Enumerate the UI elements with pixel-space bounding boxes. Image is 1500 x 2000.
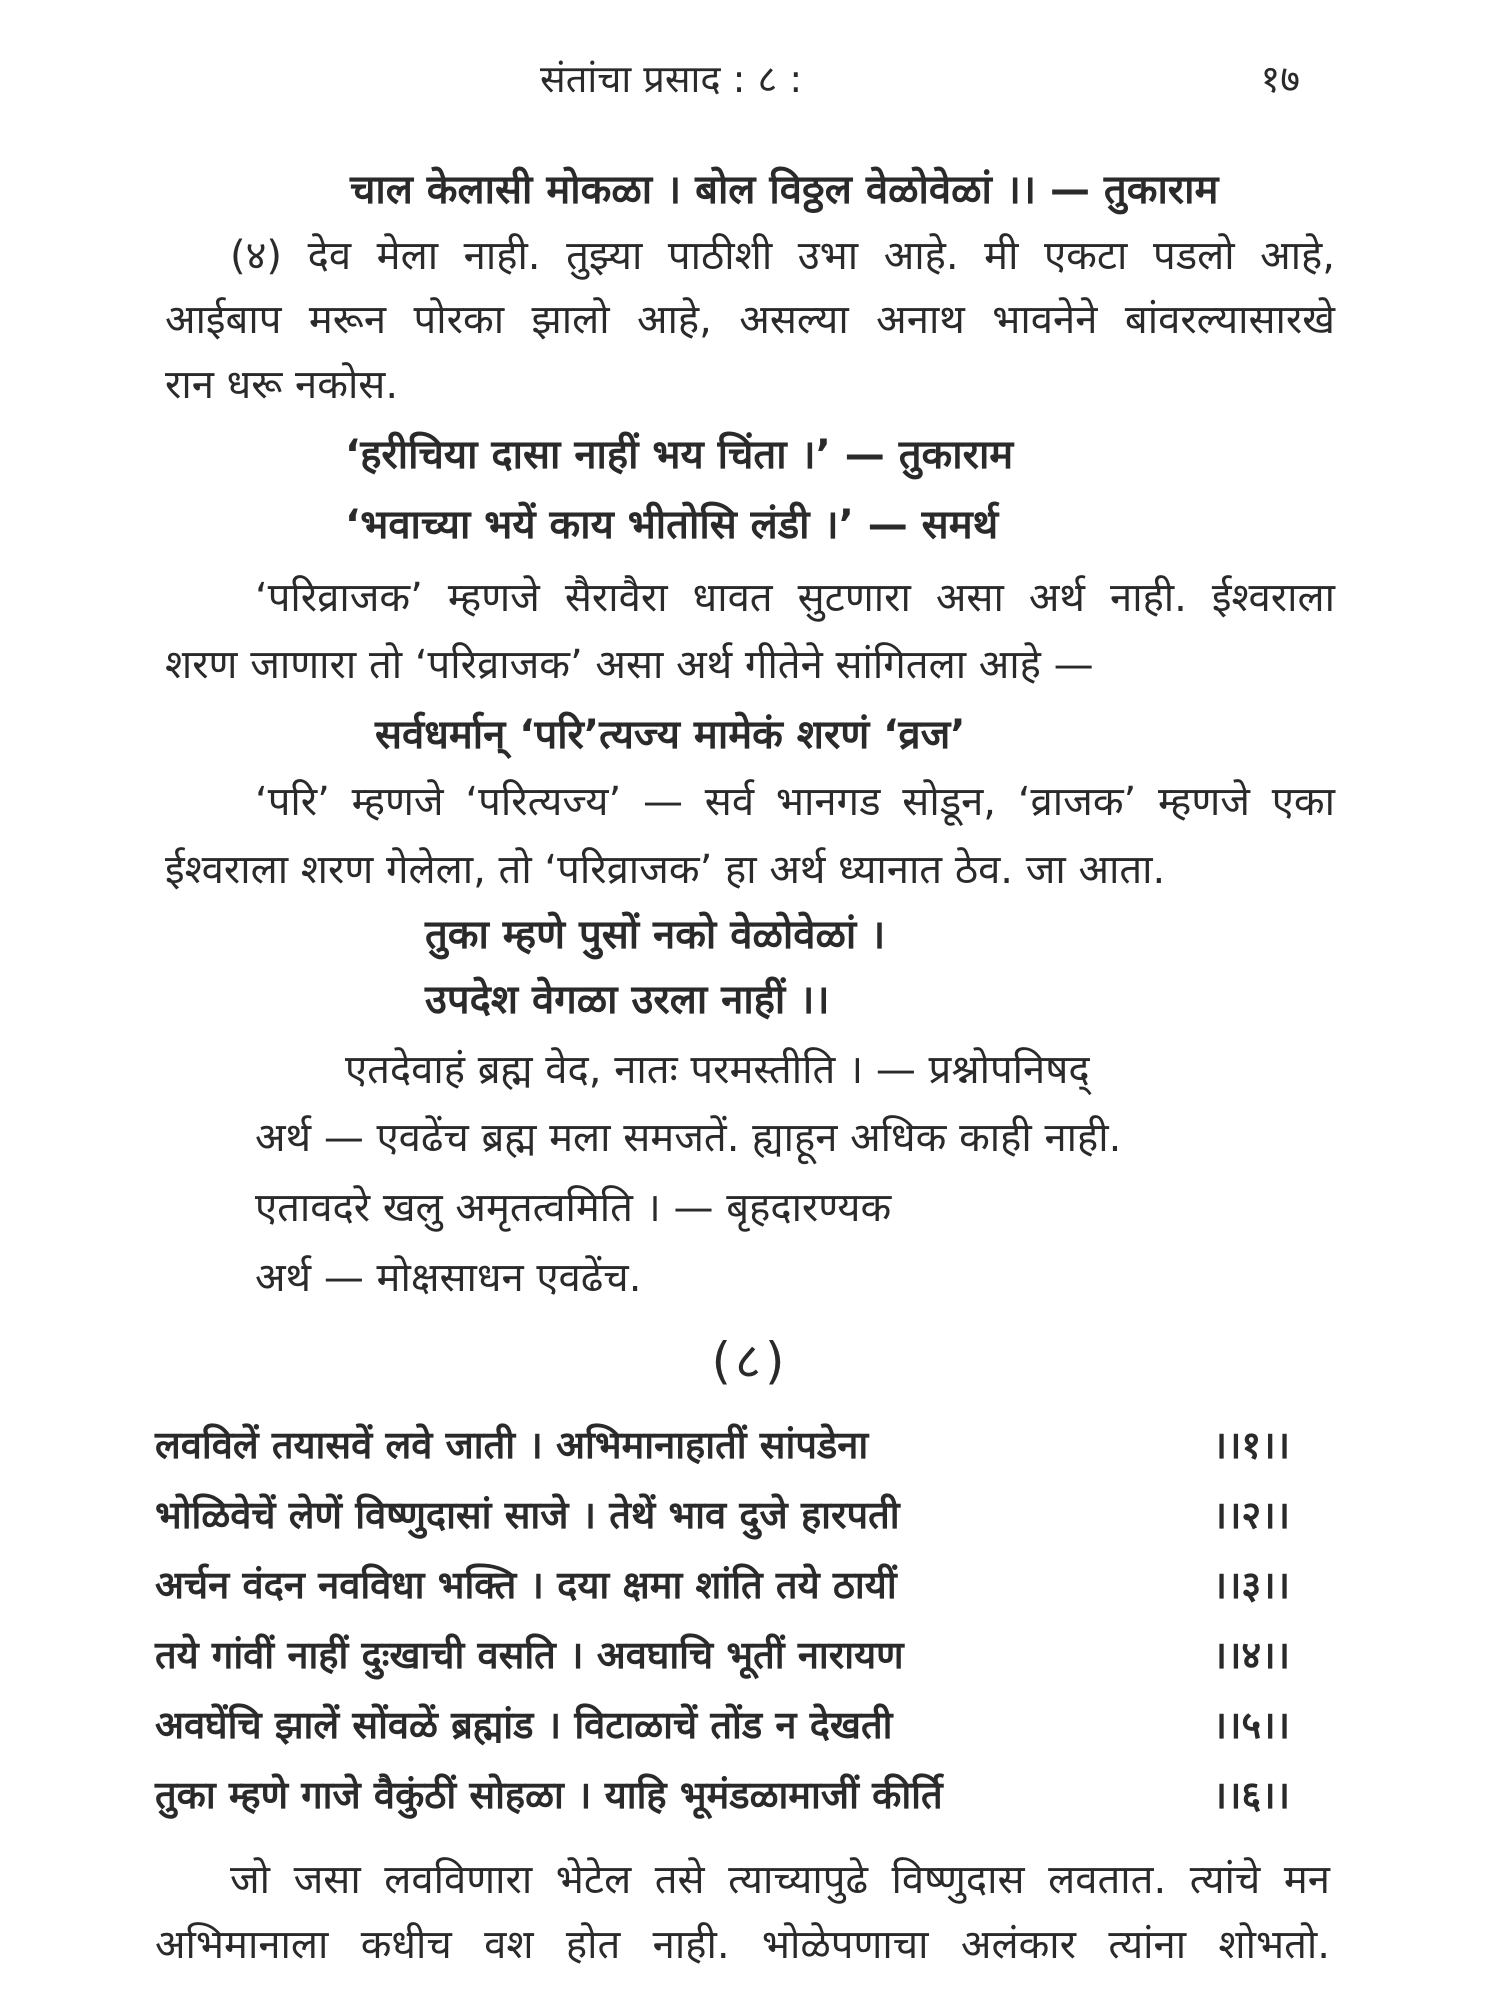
quote-line: ‘हरीचिया दासा नाहीं भय चिंता ।’ — तुकाराम	[345, 432, 1014, 478]
paragraph-line: ईश्वराला शरण गेलेला, तो ‘परिव्राजक’ हा अर्थ ध्यानात ठेव. जा आता.	[165, 847, 1166, 893]
verse-text: भोळिवेचें लेणें विष्णुदासां साजे । तेथें भाव दुजे हारपती	[155, 1493, 900, 1537]
paragraph-line: जो जसा लवविणारा भेटेल तसे त्याच्यापुढे विष्णुदास लवतात. त्यांचे मन	[230, 1857, 1330, 1903]
quote-line: उपदेश वेगळा उरला नाहीं ।।	[425, 977, 830, 1023]
paragraph-line: अर्थ — मोक्षसाधन एवढेंच.	[255, 1255, 642, 1301]
verse-text: तये गांवीं नाहीं दुःखाची वसति । अवघाचि भूतीं नारायण	[155, 1633, 904, 1677]
paragraph-line: अर्थ — एवढेंच ब्रह्म मला समजतें. ह्याहून अधिक काही नाही.	[255, 1115, 1122, 1161]
verse-text: लवविलें तयासवें लवे जाती । अभिमानाहातीं सांपडेना	[155, 1423, 869, 1467]
paragraph-line: आईबाप मरून पोरका झालो आहे, असल्या अनाथ भावनेने बांवरल्यासारखे	[165, 297, 1335, 343]
page-number: १७	[1260, 57, 1300, 101]
verse-text: अवघेंचि झालें सोंवळें ब्रह्मांड । विटाळाचें तोंड न देखती	[155, 1703, 893, 1747]
section-number: (८)	[711, 1332, 789, 1390]
paragraph-line: ‘परिव्राजक’ म्हणजे सैरावैरा धावत सुटणारा असा अर्थ नाही. ईश्वराला	[255, 575, 1335, 621]
verse-number: ।।४।।	[1212, 1633, 1290, 1677]
verse-number: ।।५।।	[1212, 1703, 1290, 1747]
paragraph-line: (४) देव मेला नाही. तुझ्या पाठीशी उभा आहे. मी एकटा पडलो आहे,	[230, 233, 1335, 279]
verse-text: अर्चन वंदन नवविधा भक्ति । दया क्षमा शांति तये ठायीं	[155, 1563, 897, 1607]
paragraph-line: शरण जाणारा तो ‘परिव्राजक’ असा अर्थ गीतेने सांगितला आहे —	[165, 642, 1094, 688]
verse-number: ।।६।।	[1212, 1773, 1290, 1817]
verse-number: ।।२।।	[1212, 1493, 1290, 1537]
quote-line: ‘भवाच्या भयें काय भीतोसि लंडी ।’ — समर्थ	[345, 502, 999, 548]
verse-number: ।।३।।	[1212, 1563, 1290, 1607]
quote-line: एतावदरे खलु अमृतत्वमिति । — बृहदारण्यक	[255, 1185, 892, 1231]
verse-text: तुका म्हणे गाजे वैकुंठीं सोहळा । याहि भूमंडळामाजीं कीर्ति	[155, 1773, 943, 1817]
running-title: संतांचा प्रसाद : ८ :	[540, 57, 803, 101]
paragraph-line: अभिमानाला कधीच वश होत नाही. भोळेपणाचा अलंकार त्यांना शोभतो.	[155, 1922, 1330, 1968]
paragraph-line: ‘परि’ म्हणजे ‘परित्यज्य’ — सर्व भानगड सोडून, ‘व्राजक’ म्हणजे एका	[255, 779, 1335, 825]
page-header	[0, 52, 1500, 112]
quote-line: सर्वधर्मान् ‘परि’त्यज्य मामेकं शरणं ‘व्रज’	[375, 712, 966, 758]
verse-number: ।।१।।	[1212, 1423, 1290, 1467]
quote-line: तुका म्हणे पुसों नको वेळोवेळां ।	[425, 912, 886, 958]
quote-line: एतदेवाहं ब्रह्म वेद, नातः परमस्तीति । — प्रश्नोपनिषद्	[345, 1047, 1090, 1093]
quote-line: चाल केलासी मोकळा । बोल विठ्ठल वेळोवेळां ।। — तुकाराम	[350, 167, 1219, 213]
paragraph-line: रान धरू नकोस.	[165, 362, 399, 408]
